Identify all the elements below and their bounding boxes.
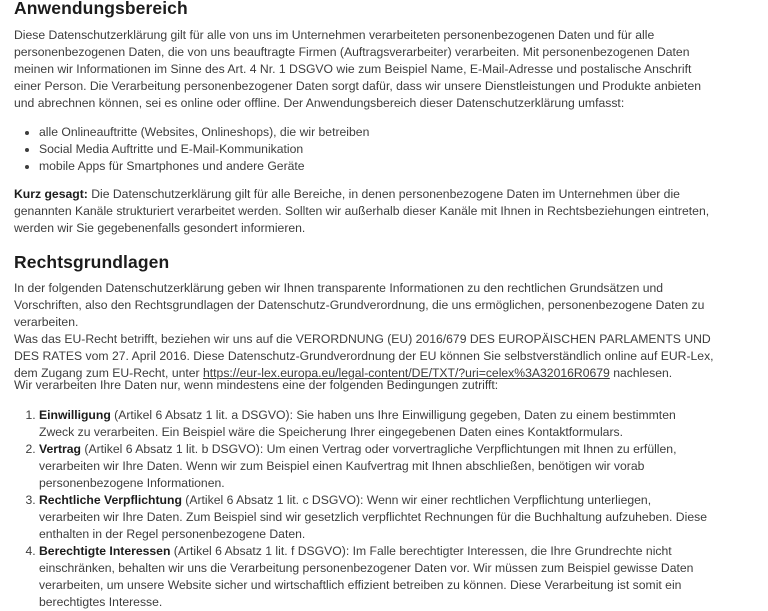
scope-heading: Anwendungsbereich: [14, 0, 188, 18]
summary-label: Kurz gesagt:: [14, 187, 88, 201]
condition-label: Einwilligung: [39, 408, 111, 422]
eur-lex-link[interactable]: https://eur-lex.europa.eu/legal-content/DE/TXT/?uri=celex%3A32016R0679: [203, 366, 610, 380]
list-item: • Social Media Auftritte und E-Mail-Kommunikation: [39, 141, 714, 158]
list-item: [39, 407, 714, 441]
link-suffix-text: nachlesen.: [609, 366, 673, 380]
scope-list: [14, 124, 714, 175]
scope-intro-paragraph: Diese Datenschutzerklärung gilt für alle von uns im Unternehmen verarbeiteten personenbezogenen Daten und für alle personenbezogenen Daten, die von uns beauftragte Firmen (Auftragsverarbeiter) verarbeiten. Mit personenbezogenen Daten meinen wir Informationen im Sinne des Art. 4 Nr. 1 DSGVO wie zum Beispiel Name, E-Mail-Adresse und postalische Anschrift einer Person. Die Verarbeitung personenbezogener Daten sorgt dafür, dass wir unsere Dienstleistungen und Produkte anbieten und abrechnen können, sei es online oder offline. Der Anwendungsbereich dieser Datenschutzerklärung umfasst:: [14, 28, 701, 110]
condition-text: (Artikel 6 Absatz 1 lit. b DSGVO): Um einen Vertrag oder vorvertragliche Verpflichtungen mit Ihnen zu erfüllen, verarbeiten wir Ihre Daten. Wenn wir zum Beispiel einen Kaufvertrag mit Ihnen abschließen, benötigen wir vorab personenbezogene Informationen.: [39, 442, 677, 490]
conditions-list: [14, 407, 714, 611]
summary-text: Die Datenschutzerklärung gilt für alle Bereiche, in denen personenbezogene Daten im Unternehmen über die genannten Kanäle strukturiert verarbeitet werden. Sollten wir außerhalb dieser Kanäle mit Ihnen in Rechtsbeziehungen eintreten, werden wir Sie gegebenenfalls gesondert informieren.: [14, 187, 710, 235]
legal-basis-paragraph-2: [14, 331, 714, 382]
condition-label: Rechtliche Verpflichtung: [39, 493, 182, 507]
list-item: [39, 543, 714, 611]
list-item: [39, 441, 714, 492]
scope-intro-block: [14, 27, 714, 112]
condition-label: Berechtigte Interessen: [39, 544, 171, 558]
list-item: • mobile Apps für Smartphones und andere Geräte: [39, 158, 714, 175]
conditions-list-block: [14, 407, 714, 611]
condition-text: (Artikel 6 Absatz 1 lit. f DSGVO): Im Falle berechtigter Interessen, die Ihre Grundrechte nicht einschränken, behalten wir uns die Verarbeitung personenbezogener Daten vor. Wir müssen zum Beispiel gewisse Daten verarbeiten, um unsere Website sicher und wirtschaftlich effizient betreiben zu können. Diese Verarbeitung ist somit ein berechtigtes Interesse.: [39, 544, 694, 609]
scope-summary-block: [14, 186, 714, 237]
legal-basis-intro-block: [14, 280, 714, 382]
legal-basis-heading: Rechtsgrundlagen: [14, 252, 170, 272]
eu-regulation-text: Was das EU-Recht betrifft, beziehen wir uns auf die VERORDNUNG (EU) 2016/679 DES EUROPÄISCHEN PARLAMENTS UND DES RATES vom 27. April 2016. Diese Datenschutz-Grundverordnung der EU können Sie selbstverständlich online auf EUR-Lex, dem Zugang zum EU-Recht, unter: [14, 332, 714, 380]
legal-basis-section: [14, 252, 714, 273]
condition-label: Vertrag: [39, 442, 82, 456]
legal-basis-paragraph-1: In der folgenden Datenschutzerklärung geben wir Ihnen transparente Informationen zu den rechtlichen Grundsätzen und Vorschriften, also den Rechtsgrundlagen der Datenschutz-Grundverordnung, die uns ermöglichen, personenbezogene Daten zu verarbeiten.: [14, 281, 705, 329]
list-item: [39, 492, 714, 543]
scope-list-block: [14, 124, 714, 175]
conditions-intro-paragraph: Wir verarbeiten Ihre Daten nur, wenn mindestens eine der folgenden Bedingungen zutrifft:: [14, 378, 499, 392]
list-item: • alle Onlineauftritte (Websites, Onlineshops), die wir betreiben: [39, 124, 714, 141]
condition-text: (Artikel 6 Absatz 1 lit. a DSGVO): Sie haben uns Ihre Einwilligung gegeben, Daten zu einem bestimmten Zweck zu verarbeiten. Ein Beispiel wäre die Speicherung Ihrer eingegebenen Daten eines Kontaktformulars.: [39, 408, 676, 439]
scope-section: [14, 0, 714, 19]
conditions-intro-block: [14, 377, 714, 394]
scope-summary-paragraph: [14, 186, 714, 237]
condition-text: (Artikel 6 Absatz 1 lit. c DSGVO): Wenn wir einer rechtlichen Verpflichtung unterliegen, verarbeiten wir Ihre Daten. Zum Beispiel sind wir gesetzlich verpflichtet Rechnungen für die Buchhaltung aufzuheben. Diese enthalten in der Regel personenbezogene Daten.: [39, 493, 707, 541]
